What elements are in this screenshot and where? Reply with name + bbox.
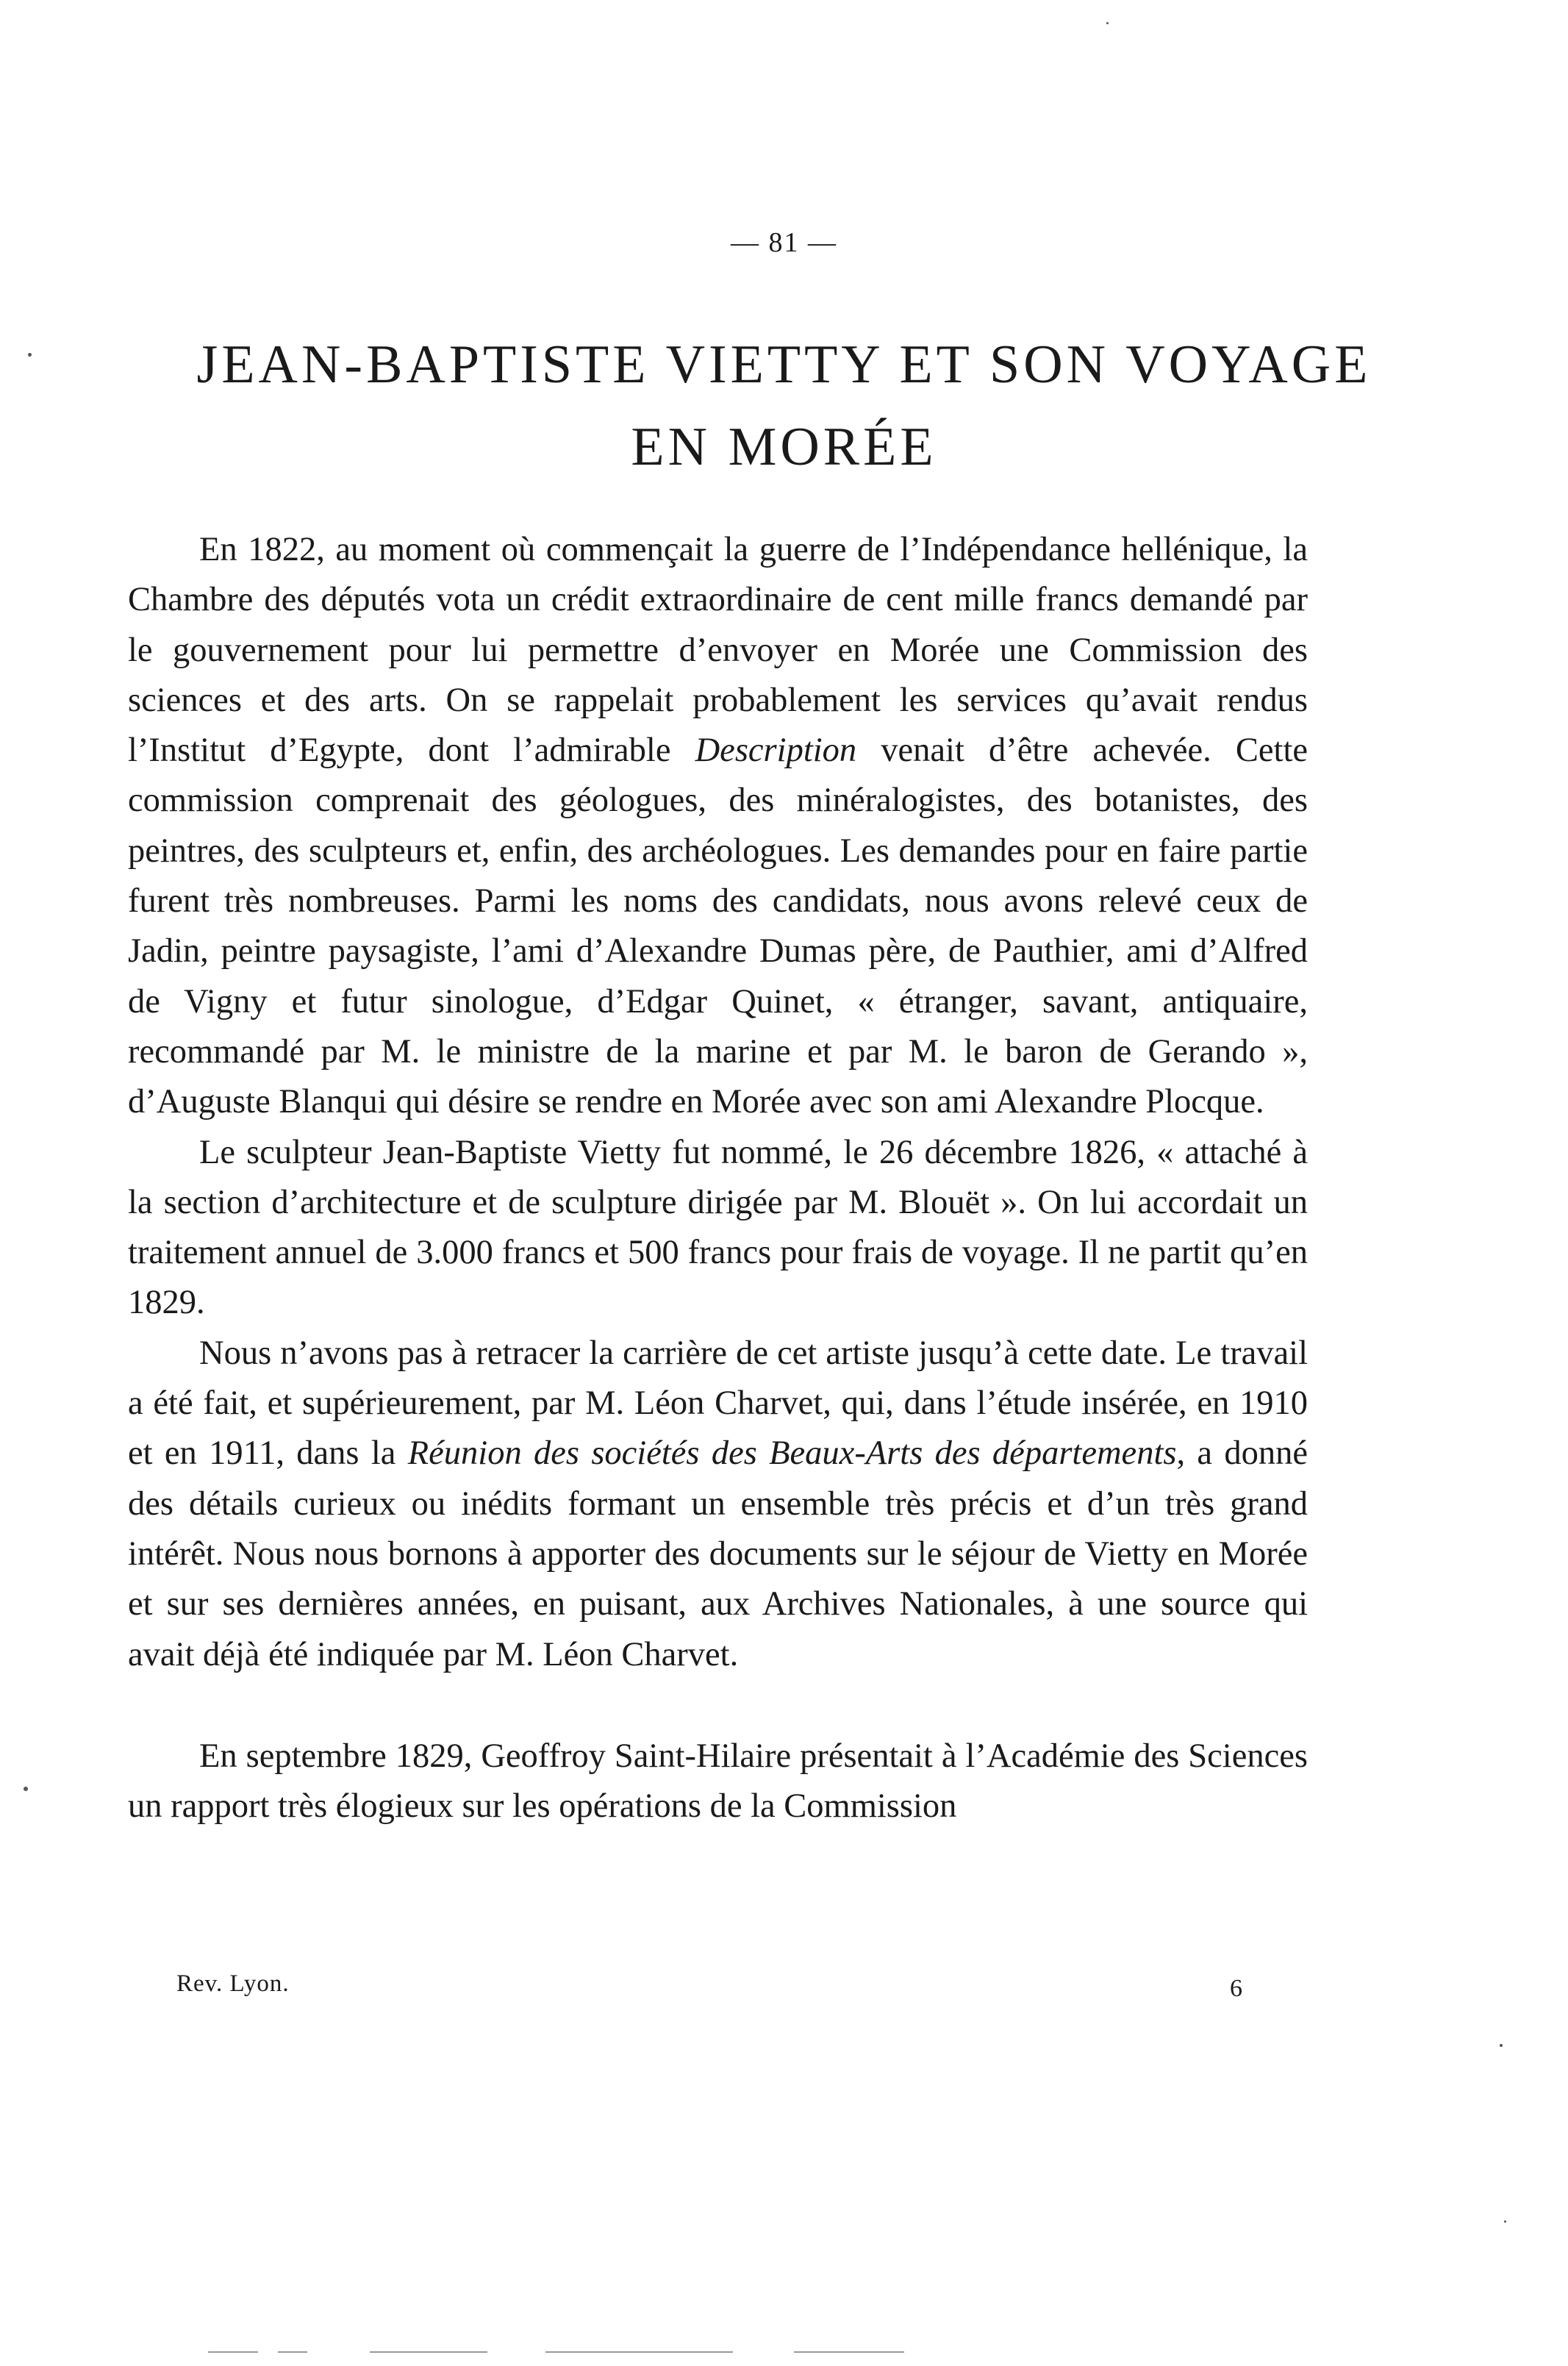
- scan-edge-mark: [794, 2351, 904, 2353]
- scan-speck: [24, 1787, 28, 1791]
- article-title: [118, 324, 1450, 488]
- scan-edge-mark: [545, 2351, 733, 2353]
- paragraph-3: [128, 1329, 1308, 1680]
- paragraph-3-text-b: , a donné des détails curieux ou inédits formant un ensemble très précis et d’un très grand intérêt. Nous nous bornons à apporter des documents sur le séjour de Vietty en Morée et sur ses dernières années, en puisant, aux Archives Nationales, à une source qui avait déjà été indiquée par M. Léon Charvet.: [128, 1434, 1309, 1673]
- title-line-2: EN MORÉE: [631, 417, 937, 477]
- paragraph-1-text-b: venait d’être achevée. Cette commission comprenait des géologues, des minéralogistes, des botanistes, des peintres, des sculpteurs et, enfin, des archéologues. Les demandes pour en faire partie furent très nombreuses. Parmi les noms des candidats, nous avons relevé ceux de Jadin, peintre paysagiste, l’ami d’Alexandre Dumas père, de Pauthier, ami d’Alfred de Vigny et futur sinologue, d’Edgar Quinet, « étranger, savant, antiquaire, recommandé par M. le ministre de la marine et par M. le baron de Gerando », d’Auguste Blanqui qui désire se rendre en Morée avec son ami Alexandre Plocque.: [128, 732, 1309, 1121]
- scan-edge-mark: [278, 2351, 307, 2353]
- page-number: — 81 —: [731, 227, 837, 258]
- paragraph-2: Le sculpteur Jean-Baptiste Vietty fut nommé, le 26 décembre 1826, « attaché à la section d’architecture et de sculpture dirigée par M. Blouët ». On lui accordait un traitement annuel de 3.000 francs et 500 francs pour frais de voyage. Il ne partit qu’en 1829.: [128, 1133, 1308, 1322]
- scan-speck: [1106, 22, 1109, 24]
- paragraph-1-text-a: En 1822, au moment où commençait la guerre de l’Indépendance hellénique, la Chambre des députés vota un crédit extraordinaire de cent mille francs demandé par le gouvernement pour lui permettre d’envoyer en Morée une Commission des sciences et des arts. On se rappelait probablement les services qu’avait rendus l’Institut d’Egypte, dont l’admirable: [128, 531, 1308, 770]
- scan-speck: [1504, 2220, 1506, 2223]
- scan-speck: [1500, 2044, 1503, 2047]
- scan-speck: [28, 353, 32, 357]
- article-body: [128, 525, 1308, 1831]
- paragraph-1-italic: Description: [695, 732, 857, 770]
- sheet-number: 6: [1230, 1975, 1242, 2002]
- title-line-1: JEAN-BAPTISTE VIETTY ET SON VOYAGE: [196, 335, 1372, 395]
- paragraph-1: [128, 525, 1308, 1128]
- signature-mark: Rev. Lyon.: [176, 1970, 290, 1997]
- scan-edge-mark: [208, 2351, 258, 2353]
- scan-edge-mark: [370, 2351, 487, 2353]
- paragraph-3-italic: Réunion des sociétés des Beaux-Arts des départements: [407, 1434, 1177, 1473]
- paragraph-4: En septembre 1829, Geoffroy Saint-Hilaire présentait à l’Académie des Sciences un rapport très élogieux sur les opérations de la Commission: [128, 1737, 1308, 1826]
- paragraph-3-text-a: Nous n’avons pas à retracer la carrière de cet artiste jusqu’à cette date. Le travail a été fait, et supérieurement, par M. Léon Charvet, qui, dans l’étude insérée, en 1910 et en 1911, dans la: [128, 1334, 1308, 1473]
